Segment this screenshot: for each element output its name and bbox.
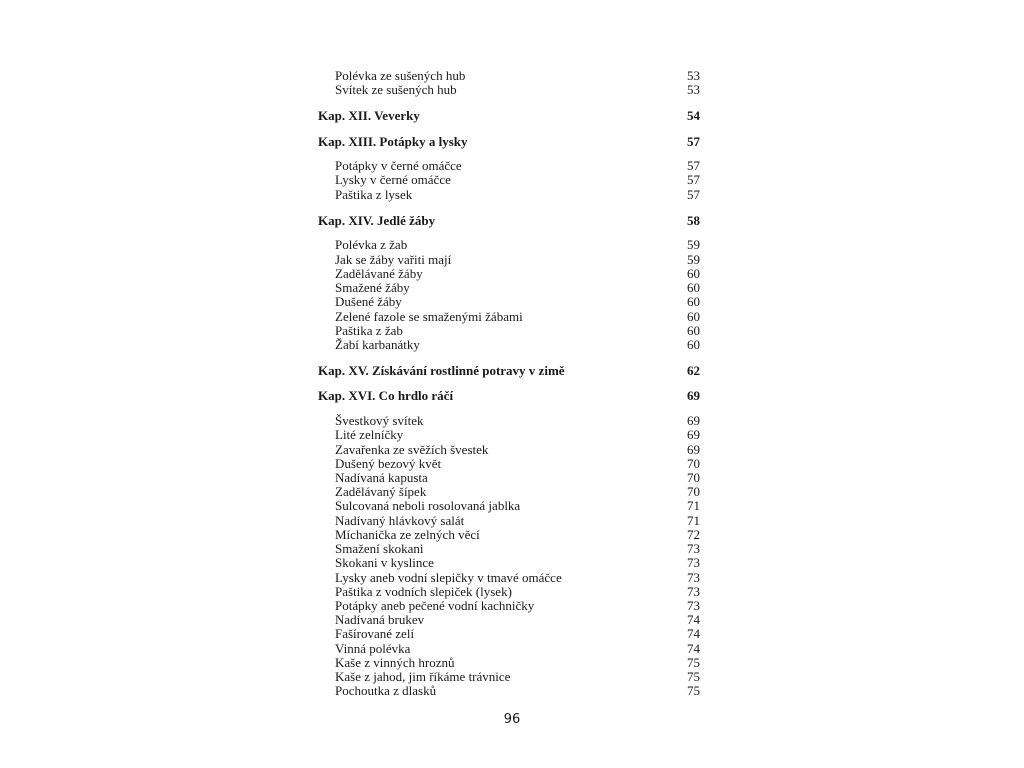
toc-entry bbox=[318, 324, 700, 338]
page-ref: 60 bbox=[687, 266, 700, 281]
toc-entry bbox=[318, 599, 700, 613]
chapter-heading bbox=[318, 389, 700, 403]
page-ref: 59 bbox=[687, 237, 700, 252]
entry-title: Zadělávané žáby bbox=[335, 266, 423, 281]
entry-title: Nadívaná kapusta bbox=[335, 470, 428, 485]
page-ref: 62 bbox=[687, 363, 700, 378]
page-ref: 60 bbox=[687, 323, 700, 338]
page-ref: 75 bbox=[687, 655, 700, 670]
toc-entry bbox=[318, 83, 700, 97]
toc-entry bbox=[318, 542, 700, 556]
entry-title: Zavařenka ze svěžích švestek bbox=[335, 442, 489, 457]
entry-title: Kaše z jahod, jim říkáme trávnice bbox=[335, 669, 511, 684]
page-ref: 53 bbox=[687, 82, 700, 97]
entry-title: Zadělávaný šípek bbox=[335, 484, 427, 499]
page-ref: 57 bbox=[687, 134, 700, 149]
toc-entry bbox=[318, 281, 700, 295]
toc-entry bbox=[318, 338, 700, 352]
entry-title: Lité zelníčky bbox=[335, 427, 404, 442]
chapter-heading bbox=[318, 109, 700, 123]
entry-title: Nadívaný hlávkový salát bbox=[335, 513, 465, 528]
page-ref: 72 bbox=[687, 527, 700, 542]
toc-entry bbox=[318, 571, 700, 585]
toc-entry bbox=[318, 159, 700, 173]
entry-title: Pochoutka z dlasků bbox=[335, 683, 437, 698]
toc-entry bbox=[318, 670, 700, 684]
entry-title: Míchanička ze zelných věcí bbox=[335, 527, 480, 542]
page-ref: 71 bbox=[687, 513, 700, 528]
chapter-heading bbox=[318, 214, 700, 228]
entry-title: Polévka z žab bbox=[335, 237, 408, 252]
page-ref: 53 bbox=[687, 68, 700, 83]
chapter-title: Kap. XV. Získávání rostlinné potravy v zimě bbox=[318, 363, 565, 378]
page-ref: 73 bbox=[687, 555, 700, 570]
entry-title: Vinná polévka bbox=[335, 641, 411, 656]
entry-title: Smažení skokani bbox=[335, 541, 424, 556]
chapter-title: Kap. XIV. Jedlé žáby bbox=[318, 213, 436, 228]
page-ref: 58 bbox=[687, 213, 700, 228]
toc-entry bbox=[318, 499, 700, 513]
toc-entry bbox=[318, 485, 700, 499]
page-ref: 70 bbox=[687, 484, 700, 499]
chapter-title: Kap. XIII. Potápky a lysky bbox=[318, 134, 468, 149]
toc-entry bbox=[318, 684, 700, 698]
toc-entry bbox=[318, 414, 700, 428]
toc-entry bbox=[318, 457, 700, 471]
page-ref: 54 bbox=[687, 108, 700, 123]
page-ref: 60 bbox=[687, 294, 700, 309]
page-ref: 71 bbox=[687, 498, 700, 513]
entry-title: Svítek ze sušených hub bbox=[335, 82, 457, 97]
toc-entry bbox=[318, 173, 700, 187]
entry-title: Zelené fazole se smaženými žábami bbox=[335, 309, 523, 324]
page-ref: 69 bbox=[687, 413, 700, 428]
entry-title: Smažené žáby bbox=[335, 280, 410, 295]
page-ref: 60 bbox=[687, 280, 700, 295]
toc-entry bbox=[318, 188, 700, 202]
page-ref: 74 bbox=[687, 641, 700, 656]
toc-entry bbox=[318, 471, 700, 485]
chapter-heading bbox=[318, 135, 700, 149]
entry-title: Sulcovaná neboli rosolovaná jablka bbox=[335, 498, 521, 513]
toc-entry bbox=[318, 613, 700, 627]
toc-entry bbox=[318, 69, 700, 83]
toc-entry bbox=[318, 656, 700, 670]
toc-entry bbox=[318, 585, 700, 599]
page-ref: 60 bbox=[687, 337, 700, 352]
toc-entry bbox=[318, 528, 700, 542]
chapter-title: Kap. XII. Veverky bbox=[318, 108, 420, 123]
entry-title: Polévka ze sušených hub bbox=[335, 68, 466, 83]
page-ref: 57 bbox=[687, 187, 700, 202]
page-ref: 70 bbox=[687, 470, 700, 485]
entry-title: Lysky v černé omáčce bbox=[335, 172, 451, 187]
page-ref: 73 bbox=[687, 541, 700, 556]
page-ref: 74 bbox=[687, 612, 700, 627]
entry-title: Skokani v kyslince bbox=[335, 555, 434, 570]
page-ref: 73 bbox=[687, 584, 700, 599]
page-ref: 69 bbox=[687, 442, 700, 457]
toc-entry bbox=[318, 642, 700, 656]
entry-title: Potápky v černé omáčce bbox=[335, 158, 462, 173]
toc-entry bbox=[318, 514, 700, 528]
page-ref: 57 bbox=[687, 158, 700, 173]
entry-title: Jak se žáby vařiti mají bbox=[335, 252, 452, 267]
entry-title: Žabí karbanátky bbox=[335, 337, 420, 352]
page-ref: 57 bbox=[687, 172, 700, 187]
entry-title: Fašírované zelí bbox=[335, 626, 415, 641]
toc-entry bbox=[318, 253, 700, 267]
entry-title: Nadívaná brukev bbox=[335, 612, 425, 627]
toc-entry bbox=[318, 428, 700, 442]
entry-title: Dušený bezový květ bbox=[335, 456, 442, 471]
entry-title: Paštika z lysek bbox=[335, 187, 413, 202]
page-ref: 60 bbox=[687, 309, 700, 324]
toc-entry bbox=[318, 627, 700, 641]
page-ref: 73 bbox=[687, 570, 700, 585]
entry-title: Paštika z vodních slepiček (lysek) bbox=[335, 584, 512, 599]
entry-title: Dušené žáby bbox=[335, 294, 402, 309]
chapter-heading bbox=[318, 364, 700, 378]
chapter-title: Kap. XVI. Co hrdlo ráčí bbox=[318, 388, 454, 403]
page-number: 96 bbox=[503, 712, 521, 727]
entry-title: Švestkový svítek bbox=[335, 413, 424, 428]
entry-title: Lysky aneb vodní slepičky v tmavé omáčce bbox=[335, 570, 562, 585]
entry-title: Paštika z žab bbox=[335, 323, 403, 338]
toc-entry bbox=[318, 443, 700, 457]
toc-entry bbox=[318, 295, 700, 309]
page-ref: 75 bbox=[687, 683, 700, 698]
page-ref: 74 bbox=[687, 626, 700, 641]
page-ref: 73 bbox=[687, 598, 700, 613]
toc-entry bbox=[318, 556, 700, 570]
page-ref: 69 bbox=[687, 427, 700, 442]
toc-entry bbox=[318, 267, 700, 281]
toc-entry bbox=[318, 238, 700, 252]
entry-title: Potápky aneb pečené vodní kachničky bbox=[335, 598, 535, 613]
page-ref: 59 bbox=[687, 252, 700, 267]
toc-entry bbox=[318, 310, 700, 324]
entry-title: Kaše z vinných hroznů bbox=[335, 655, 455, 670]
page-ref: 75 bbox=[687, 669, 700, 684]
page-ref: 69 bbox=[687, 388, 700, 403]
page-ref: 70 bbox=[687, 456, 700, 471]
